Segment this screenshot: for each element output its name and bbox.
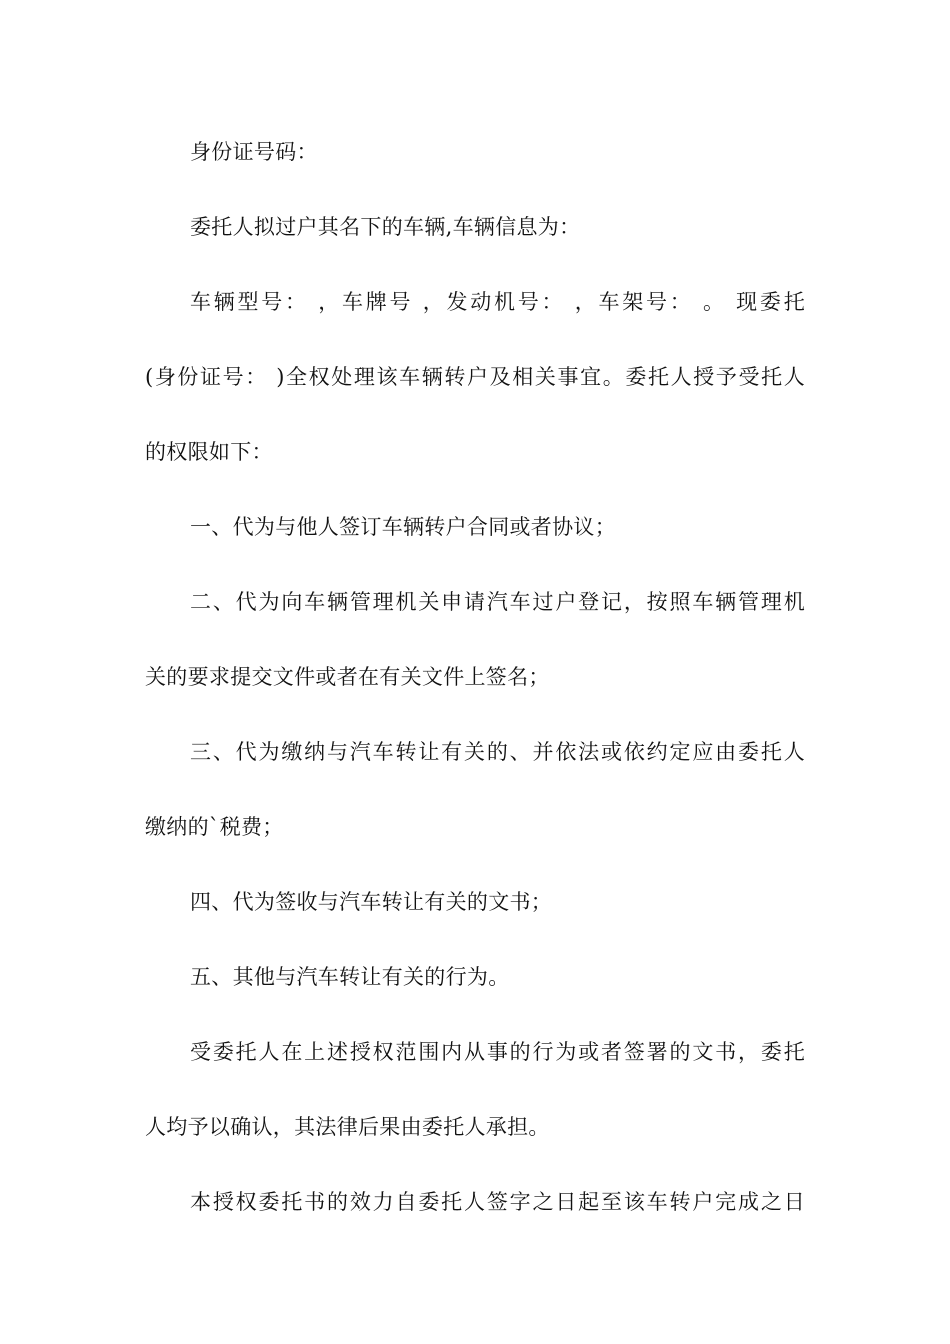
id-number-line: 身份证号码： bbox=[190, 140, 318, 164]
clause-4: 四、代为签收与汽车转让有关的文书； bbox=[190, 890, 553, 914]
authority-intro: 的权限如下： bbox=[145, 440, 273, 464]
clause-3-line-1: 三、代为缴纳与汽车转让有关的、并依法或依约定应由委托人 bbox=[190, 740, 805, 764]
clause-2-line-2: 关的要求提交文件或者在有关文件上签名； bbox=[145, 665, 550, 689]
clause-1: 一、代为与他人签订车辆转户合同或者协议； bbox=[190, 515, 616, 539]
vehicle-info-intro: 委托人拟过户其名下的车辆,车辆信息为： bbox=[190, 215, 581, 239]
delegation-line: (身份证号： )全权处理该车辆转户及相关事宜。委托人授予受托人 bbox=[145, 365, 805, 389]
vehicle-details-line: 车辆型号： ，车牌号 ，发动机号： ，车架号： 。 现委托 bbox=[190, 290, 805, 314]
confirmation-line-1: 受委托人在上述授权范围内从事的行为或者签署的文书，委托 bbox=[190, 1040, 805, 1064]
clause-5: 五、其他与汽车转让有关的行为。 bbox=[190, 965, 510, 989]
clause-3-line-2: 缴纳的`税费； bbox=[145, 815, 284, 839]
clause-2-line-1: 二、代为向车辆管理机关申请汽车过户登记，按照车辆管理机 bbox=[190, 590, 805, 614]
validity-line: 本授权委托书的效力自委托人签字之日起至该车转户完成之日 bbox=[190, 1190, 805, 1214]
confirmation-line-2: 人均予以确认，其法律后果由委托人承担。 bbox=[145, 1115, 550, 1139]
